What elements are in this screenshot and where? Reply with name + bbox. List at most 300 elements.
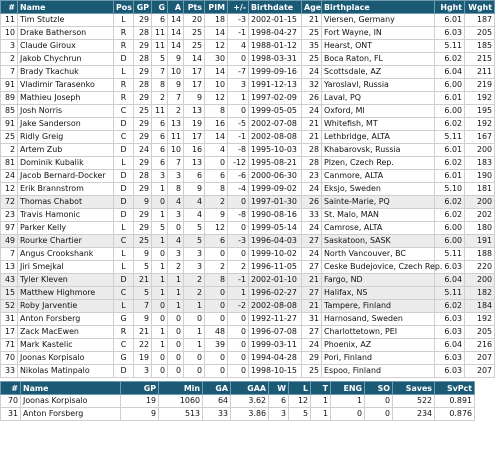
skater-cell: D — [114, 365, 134, 378]
skater-cell: 1 — [184, 300, 205, 313]
skater-cell: 6.00 — [435, 105, 465, 118]
skater-row — [1, 313, 495, 326]
skater-cell: 5 — [134, 287, 152, 300]
skater-cell: 202 — [465, 209, 495, 222]
skater-column-header[interactable]: Pts — [184, 1, 205, 14]
skater-cell: Harnosand, Sweden — [322, 313, 435, 326]
player-name[interactable]: Josh Norris — [18, 105, 114, 118]
skater-rows — [1, 14, 495, 378]
skater-column-header[interactable]: Birthplace — [322, 1, 435, 14]
skater-cell: 1998-04-27 — [249, 27, 302, 40]
skater-cell: 85 — [1, 105, 18, 118]
skater-cell: -8 — [228, 209, 249, 222]
skater-cell: 33 — [302, 209, 322, 222]
goalie-name[interactable]: Joonas Korpisalo — [21, 395, 121, 408]
skater-cell: 17 — [1, 326, 18, 339]
skater-row — [1, 326, 495, 339]
skater-cell: 182 — [465, 287, 495, 300]
skater-cell: D — [114, 170, 134, 183]
skater-row — [1, 53, 495, 66]
skater-cell: Scottsdale, AZ — [322, 66, 435, 79]
skater-cell: 200 — [465, 196, 495, 209]
skater-cell: R — [114, 79, 134, 92]
skater-column-header[interactable]: GP — [134, 1, 152, 14]
skater-cell: 14 — [205, 66, 228, 79]
player-name[interactable]: Jiri Smejkal — [18, 261, 114, 274]
goalie-column-header[interactable]: W — [269, 382, 289, 395]
skater-cell: 39 — [205, 339, 228, 352]
skater-column-header[interactable]: +/- — [228, 1, 249, 14]
skater-cell: 9 — [168, 79, 184, 92]
skater-cell: -2 — [228, 300, 249, 313]
skater-cell: L — [114, 300, 134, 313]
skater-cell: 17 — [184, 131, 205, 144]
skater-cell: 6 — [152, 14, 168, 27]
skater-cell: 1 — [152, 261, 168, 274]
skater-cell: 5 — [152, 222, 168, 235]
skater-cell: 6.00 — [435, 235, 465, 248]
skater-cell: 9 — [134, 248, 152, 261]
skater-cell: 1991-12-13 — [249, 79, 302, 92]
skater-cell: 0 — [228, 53, 249, 66]
goalie-header-row — [1, 382, 475, 395]
skater-cell: 2 — [168, 105, 184, 118]
skater-cell: 0 — [205, 157, 228, 170]
skater-cell: 5 — [184, 235, 205, 248]
player-name[interactable]: Mark Kastelic — [18, 339, 114, 352]
skater-row — [1, 222, 495, 235]
player-name[interactable]: Thomas Chabot — [18, 196, 114, 209]
skater-cell: 1999-10-02 — [249, 248, 302, 261]
skater-cell: 1 — [152, 183, 168, 196]
skater-header-row — [1, 1, 495, 14]
skater-row — [1, 79, 495, 92]
skater-cell: 207 — [465, 352, 495, 365]
skater-cell: 1998-10-15 — [249, 365, 302, 378]
goalie-column-header[interactable]: # — [1, 382, 21, 395]
skater-cell: D — [114, 209, 134, 222]
goalie-cell: 6 — [269, 395, 289, 408]
skater-cell: 6.00 — [435, 222, 465, 235]
skater-cell: 2 — [205, 261, 228, 274]
skater-column-header[interactable]: Birthdate — [249, 1, 302, 14]
player-name[interactable]: Roby Jarventie — [18, 300, 114, 313]
player-name[interactable]: Joonas Korpisalo — [18, 352, 114, 365]
skater-cell: 1996-04-03 — [249, 235, 302, 248]
skater-cell: 1 — [152, 287, 168, 300]
skater-cell: L — [114, 14, 134, 27]
skater-cell: Pori, Finland — [322, 352, 435, 365]
skater-cell: 0 — [168, 222, 184, 235]
skater-cell: 1 — [168, 287, 184, 300]
player-name[interactable]: Claude Giroux — [18, 40, 114, 53]
goalie-cell: 33 — [203, 408, 231, 421]
skater-cell: 6.03 — [435, 365, 465, 378]
player-name[interactable]: Brady Tkachuk — [18, 66, 114, 79]
skater-cell: 6.03 — [435, 326, 465, 339]
skater-cell: 15 — [1, 287, 18, 300]
skater-cell: Laval, PQ — [322, 92, 435, 105]
skater-cell: 25 — [134, 105, 152, 118]
skater-cell: 8 — [205, 274, 228, 287]
skater-cell: 0 — [228, 339, 249, 352]
player-name[interactable]: Matthew Highmore — [18, 287, 114, 300]
player-name[interactable]: Artem Zub — [18, 144, 114, 157]
player-name[interactable]: Nikolas Matinpalo — [18, 365, 114, 378]
goalie-cell: 522 — [393, 395, 435, 408]
skater-cell: 1999-03-11 — [249, 339, 302, 352]
skater-cell: 24 — [302, 339, 322, 352]
skater-cell: 190 — [465, 170, 495, 183]
goalie-row — [1, 408, 475, 421]
skater-cell: -8 — [228, 144, 249, 157]
skater-cell: C — [114, 105, 134, 118]
skater-cell: Ceske Budejovice, Czech Rep. — [322, 261, 435, 274]
skater-cell: 25 — [302, 27, 322, 40]
skater-cell: 205 — [465, 326, 495, 339]
skater-cell: 8 — [152, 79, 168, 92]
player-name[interactable]: Mathieu Joseph — [18, 92, 114, 105]
skater-cell: 5.10 — [435, 183, 465, 196]
skater-column-header[interactable]: Name — [18, 1, 114, 14]
skater-cell: 27 — [302, 287, 322, 300]
skater-cell: 6.04 — [435, 66, 465, 79]
skater-row — [1, 248, 495, 261]
goalie-cell: 31 — [1, 408, 21, 421]
skater-cell: 9 — [184, 183, 205, 196]
goalie-rows — [1, 395, 475, 421]
skater-cell: 24 — [302, 183, 322, 196]
goalie-column-header[interactable]: SvPct — [435, 382, 475, 395]
skater-row — [1, 339, 495, 352]
goalie-cell: 234 — [393, 408, 435, 421]
goalie-column-header[interactable]: L — [289, 382, 311, 395]
skater-cell: 21 — [302, 14, 322, 27]
skater-cell: 28 — [134, 170, 152, 183]
skater-cell: 49 — [1, 235, 18, 248]
skater-cell: 6 — [152, 157, 168, 170]
goalie-cell: 5 — [289, 408, 311, 421]
skater-cell: 6.02 — [435, 300, 465, 313]
skater-column-header[interactable]: PIM — [205, 1, 228, 14]
skater-cell: 1 — [228, 287, 249, 300]
skater-cell: 2002-08-08 — [249, 131, 302, 144]
skater-cell: 23 — [302, 170, 322, 183]
skater-cell: 35 — [302, 40, 322, 53]
skater-cell: 0 — [228, 365, 249, 378]
player-name[interactable]: Jacob Bernard-Docker — [18, 170, 114, 183]
skater-cell: 13 — [184, 105, 205, 118]
skater-cell: 89 — [1, 92, 18, 105]
skater-cell: 0 — [228, 222, 249, 235]
skater-cell: R — [114, 40, 134, 53]
skater-cell: 28 — [302, 157, 322, 170]
skater-cell: 91 — [1, 79, 18, 92]
goalie-column-header[interactable]: Min — [159, 382, 203, 395]
skater-cell: 207 — [465, 365, 495, 378]
skater-cell: 1 — [152, 209, 168, 222]
player-name[interactable]: Angus Crookshank — [18, 248, 114, 261]
skater-cell: 2002-01-15 — [249, 14, 302, 27]
skater-cell: 1999-05-05 — [249, 105, 302, 118]
skater-cell: G — [114, 313, 134, 326]
skater-cell: Fargo, ND — [322, 274, 435, 287]
skater-cell: 0 — [152, 352, 168, 365]
skater-cell: 200 — [465, 274, 495, 287]
skater-row — [1, 209, 495, 222]
skater-cell: St. Malo, MAN — [322, 209, 435, 222]
skater-row — [1, 157, 495, 170]
skater-cell: -3 — [228, 14, 249, 27]
skater-row — [1, 92, 495, 105]
skater-cell: 0 — [152, 313, 168, 326]
skater-cell: 6.02 — [435, 118, 465, 131]
player-name[interactable]: Dominik Kubalik — [18, 157, 114, 170]
player-name[interactable]: Jakob Chychrun — [18, 53, 114, 66]
skater-column-header[interactable]: # — [1, 1, 18, 14]
skater-cell: 33 — [1, 365, 18, 378]
skater-cell: D — [114, 144, 134, 157]
skater-cell: Charlottetown, PEI — [322, 326, 435, 339]
goalie-column-header[interactable]: GA — [203, 382, 231, 395]
skater-cell: 1997-01-30 — [249, 196, 302, 209]
skater-cell: 1995-10-03 — [249, 144, 302, 157]
skater-cell: 0 — [205, 313, 228, 326]
skater-cell: L — [114, 222, 134, 235]
skater-cell: 3 — [168, 170, 184, 183]
skater-cell: 25 — [184, 40, 205, 53]
skater-cell: 25 — [302, 365, 322, 378]
skater-cell: 7 — [168, 157, 184, 170]
skater-cell: 1994-04-28 — [249, 352, 302, 365]
skater-cell: 2002-01-10 — [249, 274, 302, 287]
skater-cell: 11 — [152, 105, 168, 118]
skater-column-header[interactable]: A — [168, 1, 184, 14]
goalie-column-header[interactable]: Name — [21, 382, 121, 395]
skater-cell: 215 — [465, 53, 495, 66]
skater-cell: 5 — [152, 53, 168, 66]
skater-cell: 0 — [205, 365, 228, 378]
skater-cell: 29 — [134, 222, 152, 235]
skater-cell: Tampere, Finland — [322, 300, 435, 313]
skater-row — [1, 183, 495, 196]
skater-cell: 25 — [184, 27, 205, 40]
skater-cell: 6 — [205, 235, 228, 248]
skater-cell: Eksjo, Sweden — [322, 183, 435, 196]
skater-cell: 21 — [302, 300, 322, 313]
skater-cell: 70 — [1, 352, 18, 365]
skater-cell: 3 — [134, 365, 152, 378]
goalie-column-header[interactable]: GP — [121, 382, 159, 395]
skater-cell: 183 — [465, 157, 495, 170]
skater-cell: 219 — [465, 79, 495, 92]
skater-cell: 6.00 — [435, 79, 465, 92]
player-name[interactable]: Ridly Greig — [18, 131, 114, 144]
skater-cell: 13 — [184, 157, 205, 170]
skater-cell: R — [114, 92, 134, 105]
skater-cell: 9 — [134, 196, 152, 209]
skater-cell: Espoo, Finland — [322, 365, 435, 378]
player-name[interactable]: Zack MacEwen — [18, 326, 114, 339]
player-name[interactable]: Drake Batherson — [18, 27, 114, 40]
skater-row — [1, 365, 495, 378]
skater-cell: 1996-07-08 — [249, 326, 302, 339]
player-name[interactable]: Erik Brannstrom — [18, 183, 114, 196]
player-name[interactable]: Parker Kelly — [18, 222, 114, 235]
skater-cell: 0 — [228, 326, 249, 339]
skater-cell: 0 — [168, 339, 184, 352]
skater-cell: 0 — [184, 352, 205, 365]
skater-cell: 6 — [152, 131, 168, 144]
skater-cell: 13 — [168, 118, 184, 131]
goalie-cell: 513 — [159, 408, 203, 421]
goalie-cell: 0.876 — [435, 408, 475, 421]
skater-cell: 187 — [465, 14, 495, 27]
skater-column-header[interactable]: Age — [302, 1, 322, 14]
goalie-column-header[interactable]: GAA — [231, 382, 269, 395]
skater-cell: 29 — [134, 157, 152, 170]
skater-cell: 10 — [168, 66, 184, 79]
goalie-row — [1, 395, 475, 408]
skater-cell: 1999-09-02 — [249, 183, 302, 196]
skater-cell: Lethbridge, ALTA — [322, 131, 435, 144]
skater-cell: 30 — [205, 53, 228, 66]
skater-cell: 6.03 — [435, 313, 465, 326]
skater-cell: C — [114, 339, 134, 352]
skater-cell: D — [114, 196, 134, 209]
goalie-column-header[interactable]: T — [311, 382, 331, 395]
goalie-column-header[interactable]: Saves — [393, 382, 435, 395]
player-name[interactable]: Rourke Chartier — [18, 235, 114, 248]
player-name[interactable]: Travis Hamonic — [18, 209, 114, 222]
skater-cell: -12 — [228, 157, 249, 170]
skater-row — [1, 274, 495, 287]
skater-column-header[interactable]: Hght — [435, 1, 465, 14]
skater-cell: 1997-02-09 — [249, 92, 302, 105]
goalie-name[interactable]: Anton Forsberg — [21, 408, 121, 421]
skater-cell: 20 — [184, 14, 205, 27]
skater-cell: 0 — [152, 365, 168, 378]
skater-cell: 8 — [205, 183, 228, 196]
skater-cell: 6.02 — [435, 53, 465, 66]
skater-cell: 21 — [134, 274, 152, 287]
skater-cell: 7 — [1, 248, 18, 261]
skater-column-header[interactable]: Wght — [465, 1, 495, 14]
skater-cell: 14 — [205, 131, 228, 144]
skater-cell: 9 — [168, 53, 184, 66]
skater-cell: 2 — [168, 261, 184, 274]
skater-cell: 24 — [302, 105, 322, 118]
skater-cell: 0 — [205, 300, 228, 313]
skater-cell: 6.03 — [435, 27, 465, 40]
goalie-column-header[interactable]: SO — [365, 382, 393, 395]
skater-cell: 5 — [184, 222, 205, 235]
skater-cell: Halifax, NS — [322, 287, 435, 300]
goalie-cell: 9 — [121, 408, 159, 421]
skater-row — [1, 118, 495, 131]
player-name[interactable]: Anton Forsberg — [18, 313, 114, 326]
skater-cell: 0 — [205, 248, 228, 261]
skater-cell: 191 — [465, 235, 495, 248]
skater-cell: 0 — [152, 248, 168, 261]
skater-cell: 12 — [205, 40, 228, 53]
skater-cell: 0 — [168, 326, 184, 339]
skater-cell: 31 — [1, 313, 18, 326]
skater-cell: 21 — [302, 274, 322, 287]
goalie-cell: 0 — [365, 395, 393, 408]
skater-cell: 6.02 — [435, 196, 465, 209]
skater-cell: 7 — [152, 66, 168, 79]
skater-cell: 5.11 — [435, 287, 465, 300]
skater-cell: 205 — [465, 27, 495, 40]
skater-row — [1, 261, 495, 274]
goalie-column-header[interactable]: ENG — [331, 382, 365, 395]
skater-cell: 1992-11-27 — [249, 313, 302, 326]
skater-cell: 9 — [134, 313, 152, 326]
skater-row — [1, 40, 495, 53]
skater-cell: 220 — [465, 261, 495, 274]
skater-row — [1, 131, 495, 144]
skater-cell: 3 — [184, 261, 205, 274]
goalie-cell: 3.62 — [231, 395, 269, 408]
skater-cell: 29 — [134, 118, 152, 131]
skater-cell: 8 — [205, 105, 228, 118]
player-name[interactable]: Tim Stutzle — [18, 14, 114, 27]
skater-cell: 14 — [184, 53, 205, 66]
player-name[interactable]: Vladimir Tarasenko — [18, 79, 114, 92]
goalie-cell: 0 — [365, 408, 393, 421]
skater-column-header[interactable]: Pos — [114, 1, 134, 14]
player-name[interactable]: Tyler Kleven — [18, 274, 114, 287]
skater-cell: 6.04 — [435, 274, 465, 287]
skater-cell: 12 — [1, 183, 18, 196]
skater-column-header[interactable]: G — [152, 1, 168, 14]
skater-row — [1, 105, 495, 118]
skater-cell: 0 — [152, 196, 168, 209]
skater-cell: 27 — [302, 326, 322, 339]
skater-cell: 11 — [152, 27, 168, 40]
skater-cell: D — [114, 53, 134, 66]
skater-cell: 10 — [168, 144, 184, 157]
skater-cell: -5 — [228, 118, 249, 131]
skater-cell: Fort Wayne, IN — [322, 27, 435, 40]
skater-cell: 71 — [1, 339, 18, 352]
skater-row — [1, 27, 495, 40]
skater-cell: Hearst, ONT — [322, 40, 435, 53]
skater-cell: 29 — [134, 92, 152, 105]
skater-cell: 12 — [205, 92, 228, 105]
skater-cell: 19 — [134, 352, 152, 365]
skater-cell: C — [114, 131, 134, 144]
skater-cell: 14 — [205, 27, 228, 40]
skater-cell: Canmore, ALTA — [322, 170, 435, 183]
skater-cell: 5.11 — [435, 248, 465, 261]
skater-cell: 17 — [184, 79, 205, 92]
skater-cell: 25 — [302, 53, 322, 66]
goalie-cell: 19 — [121, 395, 159, 408]
skater-cell: 2002-07-08 — [249, 118, 302, 131]
skater-cell: 200 — [465, 144, 495, 157]
skater-row — [1, 196, 495, 209]
skater-cell: 185 — [465, 40, 495, 53]
skater-cell: 29 — [134, 131, 152, 144]
skater-cell: 29 — [134, 209, 152, 222]
skater-cell: Saskatoon, SASK — [322, 235, 435, 248]
skater-cell: 29 — [134, 40, 152, 53]
player-name[interactable]: Jake Sanderson — [18, 118, 114, 131]
skater-cell: 0 — [228, 313, 249, 326]
skater-cell: 10 — [1, 27, 18, 40]
